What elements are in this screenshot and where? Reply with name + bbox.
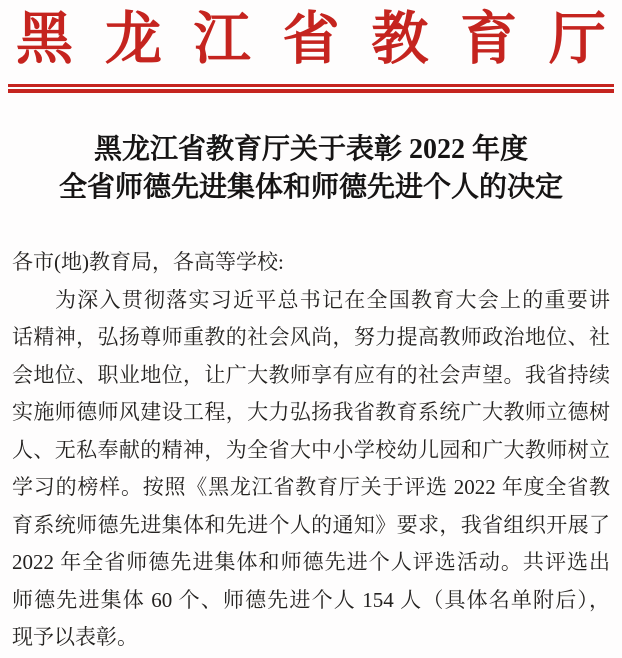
- agency-name-char: 教: [371, 8, 429, 71]
- letterhead: [0, 0, 622, 93]
- document-body: [12, 244, 610, 657]
- red-divider-line-top: [8, 84, 614, 87]
- body-line: 现予以表彰。: [12, 625, 138, 649]
- body-line: 会地位、职业地位，让广大教师享有应有的社会声望。我省持续: [12, 362, 610, 387]
- agency-name-char: 龙: [104, 8, 162, 71]
- red-divider-line-bottom: [8, 89, 614, 93]
- agency-name-char: 厅: [548, 8, 606, 71]
- red-divider-line: [8, 84, 614, 93]
- document-title: [0, 131, 622, 207]
- document-title-line-1: 黑龙江省教育厅关于表彰 2022 年度: [93, 134, 528, 165]
- body-line: 2022 年全省师德先进集体和师德先进个人评选活动。共评选出: [12, 550, 610, 574]
- body-line: 人、无私奉献的精神，为全省大中小学校幼儿园和广大教师树立: [12, 437, 610, 462]
- body-line: 师德先进集体 60 个、师德先进个人 154 人（具体名单附后），: [12, 587, 610, 612]
- body-line: 育系统师德先进集体和先进个人的通知》要求，我省组织开展了: [12, 512, 610, 537]
- salutation: 各市(地)教育局，各高等学校:: [12, 250, 284, 274]
- body-line: 学习的榜样。按照《黑龙江省教育厅关于评选 2022 年度全省教: [12, 475, 610, 499]
- body-line: 话精神，弘扬尊师重教的社会风尚，努力提高教师政治地位、社: [12, 325, 610, 349]
- agency-name-char: 省: [282, 8, 340, 71]
- document-title-line-2: 全省师德先进集体和师德先进个人的决定: [58, 172, 563, 203]
- agency-name-char: 江: [193, 8, 251, 71]
- body-line: 为深入贯彻落实习近平总书记在全国教育大会上的重要讲: [55, 287, 610, 312]
- agency-name: [16, 7, 606, 73]
- body-line: 实施师德师风建设工程，大力弘扬我省教育系统广大教师立德树: [12, 400, 610, 424]
- agency-name-char: 育: [460, 8, 518, 71]
- agency-name-char: 黑: [16, 8, 73, 71]
